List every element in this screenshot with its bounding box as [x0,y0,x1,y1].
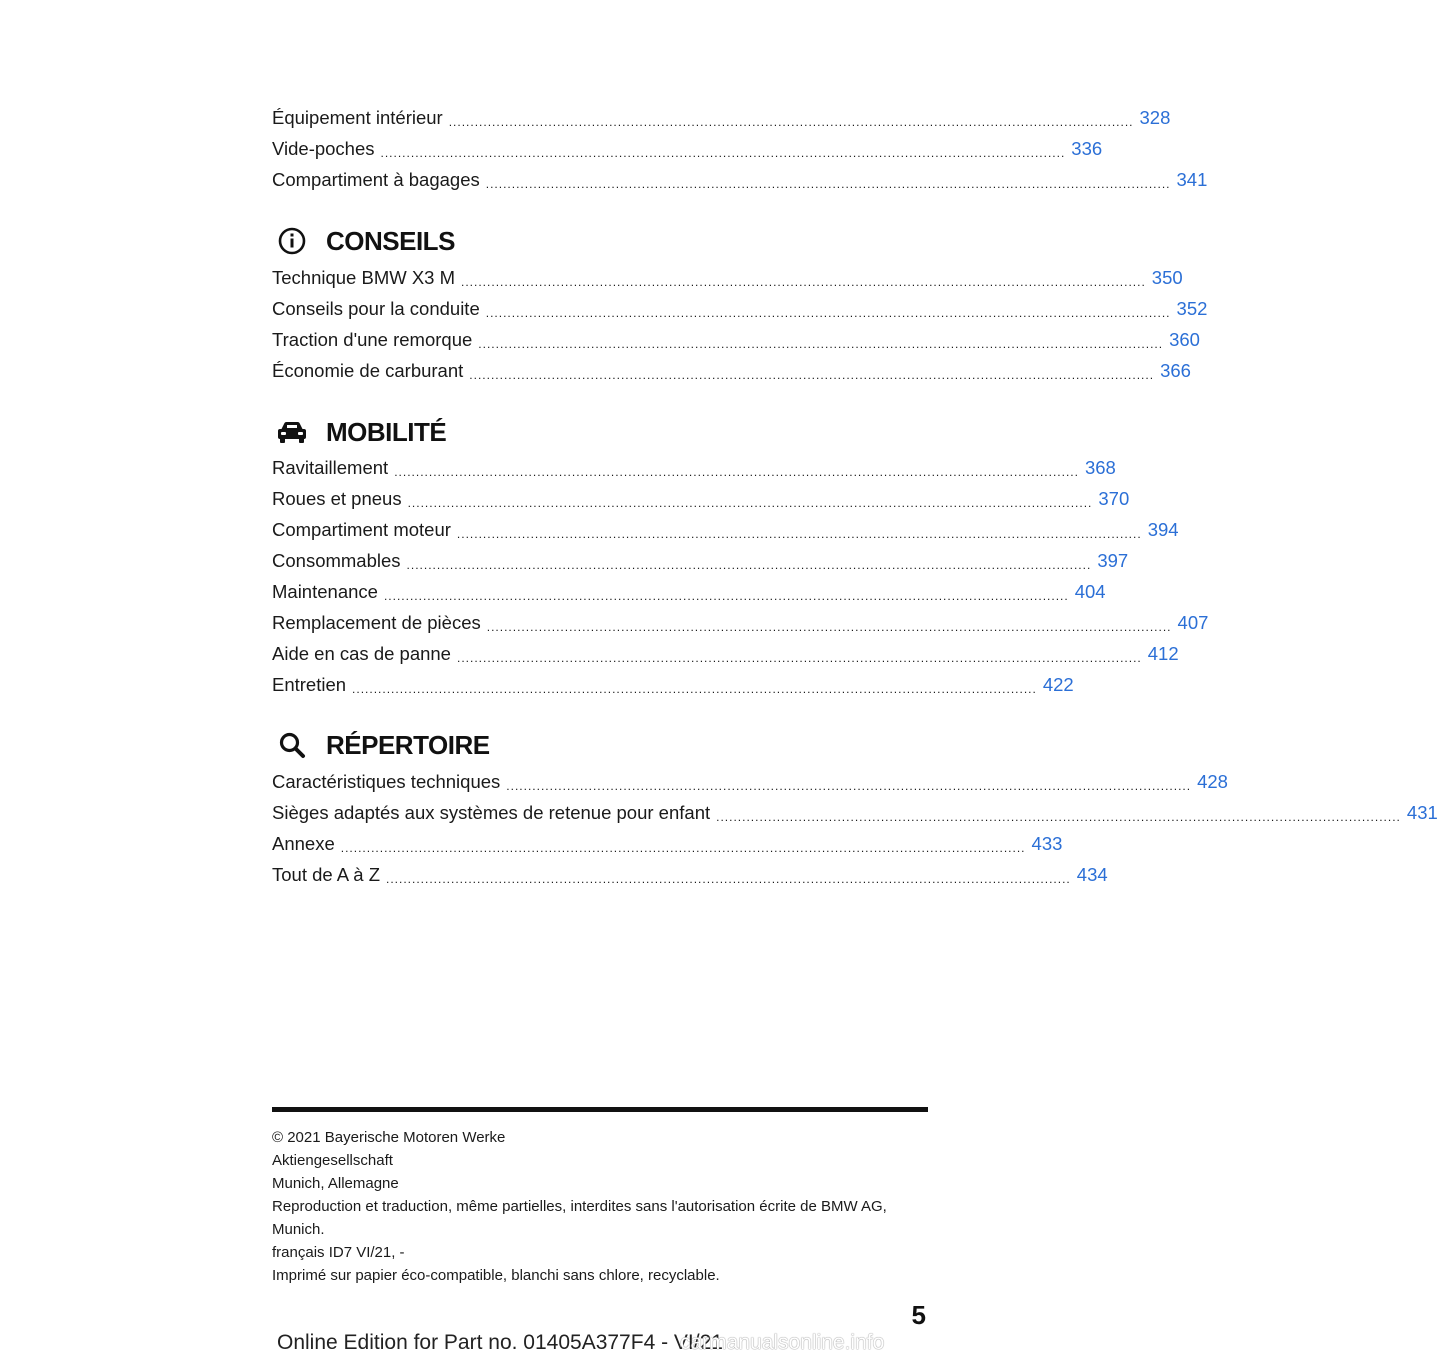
dot-leader: .............................................................................................................................................................. [448,115,1134,129]
toc-entry[interactable] [272,576,1106,607]
toc-entry[interactable] [272,483,1130,514]
dot-leader: .............................................................................................................................................................. [456,527,1142,541]
toc-entry-page-link[interactable]: 366 [1160,360,1191,381]
toc-entry[interactable] [272,293,1208,324]
toc-entry-page-link[interactable]: 350 [1151,267,1183,288]
dot-leader: .............................................................................................................................................................. [386,872,1071,886]
section-heading-title: MOBILITÉ [326,416,447,447]
toc-entry[interactable] [272,262,1183,293]
toc-entry[interactable] [272,102,1171,133]
dot-leader: .............................................................................................................................................................. [340,841,1026,855]
toc-entry-page-link[interactable]: 407 [1177,612,1209,633]
toc-entry-title: Ravitaillement [272,457,389,478]
toc-entry-title: Sièges adaptés aux systèmes de retenue pour enfant [272,802,711,823]
section-heading-conseils [272,221,455,261]
toc-entry[interactable] [272,355,1191,386]
page-number: 5 [911,1300,926,1330]
toc-entry-title: Entretien [272,674,347,695]
colophon-line: Munich, Allemagne [272,1175,399,1192]
dot-leader: .............................................................................................................................................................. [486,620,1172,634]
dot-leader: .............................................................................................................................................................. [478,337,1164,351]
watermark: carmanualsonline.info [680,1331,885,1354]
toc-entry-page-link[interactable]: 397 [1097,550,1129,571]
toc-entry-title: Compartiment moteur [272,519,451,540]
colophon-divider [272,1107,928,1112]
footer-edition: Online Edition for Part no. 01405A377F4 - VI/21 [277,1331,723,1354]
toc-entry-page-link[interactable]: 341 [1176,169,1208,190]
toc-group-interior [272,102,1208,195]
search-icon [272,725,312,765]
toc-entry-page-link[interactable]: 394 [1147,519,1179,540]
dot-leader: .............................................................................................................................................................. [407,496,1093,510]
dot-leader: .............................................................................................................................................................. [506,779,1192,793]
toc-entry-title: Roues et pneus [272,488,402,509]
toc-group-repertoire [272,766,1438,890]
toc-entry-page-link[interactable]: 370 [1098,488,1130,509]
dot-leader: .............................................................................................................................................................. [485,177,1171,191]
toc-entry[interactable] [272,324,1200,355]
toc-entry-page-link[interactable]: 360 [1169,329,1200,350]
toc-entry-title: Consommables [272,550,401,571]
toc-entry-page-link[interactable]: 336 [1071,138,1103,159]
toc-entry[interactable] [272,545,1129,576]
toc-entry-title: Aide en cas de panne [272,643,451,664]
dot-leader: .............................................................................................................................................................. [716,810,1401,824]
toc-entry-title: Caractéristiques techniques [272,771,501,792]
toc-entry-page-link[interactable]: 328 [1139,107,1171,128]
toc-entry-title: Remplacement de pièces [272,612,481,633]
toc-entry[interactable] [272,164,1208,195]
toc-group-mobilite [272,452,1209,700]
toc-entry[interactable] [272,607,1209,638]
toc-entry-page-link[interactable]: 428 [1197,771,1228,792]
toc-entry-title: Économie de carburant [272,360,464,381]
dot-leader: .............................................................................................................................................................. [456,651,1142,665]
dot-leader: .............................................................................................................................................................. [469,368,1155,382]
toc-entry-title: Technique BMW X3 M [272,267,456,288]
toc-entry[interactable] [272,452,1116,483]
dot-leader: .............................................................................................................................................................. [461,275,1146,289]
toc-entry[interactable] [272,133,1103,164]
colophon-line: Munich. [272,1221,325,1238]
colophon [272,1126,932,1287]
colophon-line: Reproduction et traduction, même partielles, interdites sans l'autorisation écrite de BMW AG, [272,1198,887,1215]
toc-entry[interactable] [272,514,1179,545]
toc-entry[interactable] [272,797,1438,828]
toc-entry-title: Traction d'une remorque [272,329,473,350]
toc-entry[interactable] [272,828,1063,859]
toc-entry-page-link[interactable]: 422 [1042,674,1074,695]
car-icon [272,412,312,452]
toc-entry-title: Annexe [272,833,335,854]
toc-entry[interactable] [272,669,1074,700]
toc-entry-page-link[interactable]: 433 [1031,833,1063,854]
toc-entry-page-link[interactable]: 404 [1074,581,1106,602]
dot-leader: .............................................................................................................................................................. [394,465,1079,479]
section-heading-title: RÉPERTOIRE [326,729,490,760]
toc-entry-page-link[interactable]: 431 [1406,802,1438,823]
toc-entry-page-link[interactable]: 412 [1147,643,1179,664]
toc-entry-title: Compartiment à bagages [272,169,480,190]
colophon-line: Aktiengesellschaft [272,1152,393,1169]
section-heading-repertoire [272,725,490,765]
colophon-line: Imprimé sur papier éco-compatible, blanchi sans chlore, recyclable. [272,1267,720,1284]
toc-entry-page-link[interactable]: 352 [1176,298,1208,319]
toc-entry-page-link[interactable]: 368 [1084,457,1116,478]
toc-entry-title: Équipement intérieur [272,107,443,128]
toc-entry[interactable] [272,859,1108,890]
toc-entry-title: Maintenance [272,581,378,602]
dot-leader: .............................................................................................................................................................. [383,589,1069,603]
toc-entry-title: Vide-poches [272,138,375,159]
colophon-line: français ID7 VI/21, - [272,1244,405,1261]
toc-entry-page-link[interactable]: 434 [1076,864,1108,885]
dot-leader: .............................................................................................................................................................. [380,146,1066,160]
toc-entry-title: Tout de A à Z [272,864,380,885]
dot-leader: .............................................................................................................................................................. [485,306,1171,320]
toc-entry-title: Conseils pour la conduite [272,298,480,319]
info-circle-icon [272,221,312,261]
dot-leader: .............................................................................................................................................................. [406,558,1092,572]
toc-group-conseils [272,262,1208,386]
colophon-line: © 2021 Bayerische Motoren Werke [272,1129,506,1146]
dot-leader: .............................................................................................................................................................. [352,682,1037,696]
toc-entry[interactable] [272,638,1179,669]
toc-entry[interactable] [272,766,1228,797]
section-heading-title: CONSEILS [326,225,455,256]
section-heading-mobilite [272,412,446,452]
